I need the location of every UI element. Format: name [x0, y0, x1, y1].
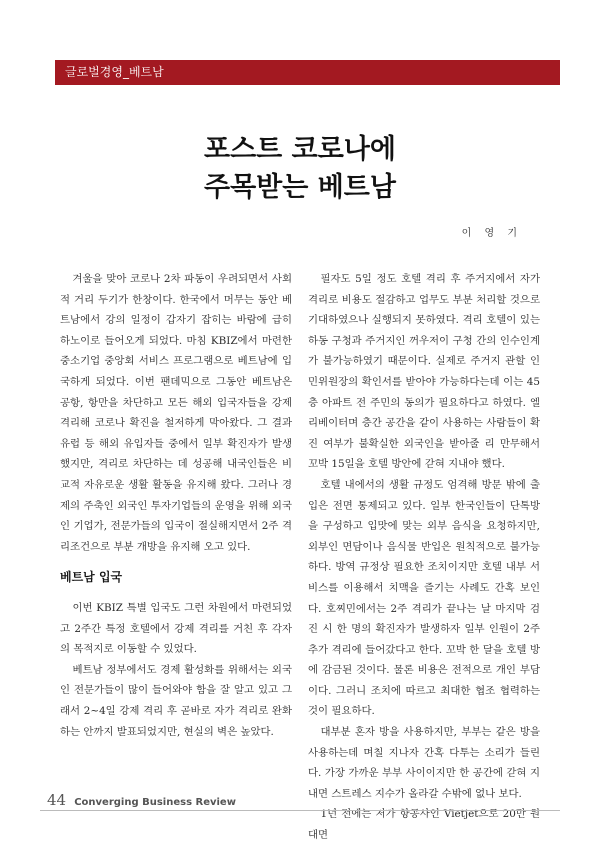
- left-column-intro: [60, 269, 292, 557]
- page-footer: [47, 790, 236, 809]
- intro-paragraph: 겨울을 맞아 코로나 2차 파동이 우려되면서 사회적 거리 두기가 한창이다. 한국에서 머무는 동안 베트남에서 강의 일정이 갑자기 잡히는 바람에 급히 하노이로 들어오게 되었다. 마침 KBIZ에서 마련한 중소기업 중앙회 서비스 프로그램으로 베트남에 입국하게 되었다. 이번 팬데믹으로 그동안 베트남은 공항, 항만을 차단하고 모든 해외 입국자들을 강제 격리해 코로나 확진을 철저하게 막아왔다. 그 결과 유럽 등 해외 유입자들 중에서 일부 확진자가 발생했지만, 격리로 차단하는 데 성공해 내국인들은 비교적 자유로운 생활 활동을 유지해 왔다. 그러나 경제의 주축인 외국인 투자기업들의 운영을 위해 외국인 기업가, 전문가들의 입국이 절실해지면서 2주 격리조건으로 부분 개방을 유지해 오고 있다.: [60, 273, 292, 553]
- article-title-line-1: 포스트 코로나에: [204, 134, 396, 165]
- article-title-line-2: 주목받는 베트남: [204, 172, 396, 203]
- right-paragraph-1: 필자도 5일 정도 호텔 격리 후 주거지에서 자가 격리로 비용도 절감하고 업무도 부분 처리할 것으로 기대하였으나 실행되지 못하였다. 격리 호텔이 있는 하동 구청과 주거지인 꺼우저이 구청 간의 인수인계가 불가능하였기 때문이다. 실제로 주거지 관할 인민위원장의 확인서를 받아야 가능하다는데 이는 45층 아파트 전 주민의 동의가 필요하다고 하였다. 엘리베이터며 층간 공간을 같이 사용하는 사람들이 확진 여부가 불확실한 외국인을 받아줄 리 만무해서 꼬박 15일을 호텔 방안에 갇혀 지내야 했다.: [308, 273, 540, 471]
- left-column-section: [60, 598, 292, 742]
- article-title: [0, 131, 600, 207]
- article-author: 이 영 기: [461, 228, 522, 239]
- section-header-bar: [55, 60, 560, 85]
- right-paragraph-2: 호텔 내에서의 생활 규정도 엄격해 방문 밖에 출입은 전면 통제되고 있다. 일부 한국인들이 단톡방을 구성하고 입맛에 맞는 외부 음식을 요청하지만, 외부인 면담이나 음식물 반입은 원칙적으로 불가능하다. 방역 규정상 필요한 조치이지만 호텔 내부 서비스를 이용해서 치맥을 즐기는 사례도 간혹 보인다. 호찌민에서는 2주 격리가 끝나는 날 마지막 검진 시 한 명의 확진자가 발생하자 일부 인원이 2주 추가 격리에 들어갔다고 한다. 꼬박 한 달을 호텔 방에 감금된 것이다. 물론 비용은 전적으로 개인 부담이다. 그러니 조치에 따르고 최대한 협조 협력하는 것이 필요하다.: [308, 478, 540, 718]
- section-heading: 베트남 입국: [60, 570, 123, 584]
- page-number: 44: [47, 791, 67, 809]
- section-paragraph-2: 베트남 정부에서도 경제 활성화를 위해서는 외국인 전문가들이 많이 들어와야 함을 잘 알고 있고 그래서 2~4일 강제 격리 후 곧바로 자가 격리로 완화하는 안까지 발표되었지만, 현실의 벽은 높았다.: [60, 663, 292, 738]
- footer-divider: [40, 810, 560, 811]
- section-paragraph-1: 이번 KBIZ 특별 입국도 그런 차원에서 마련되었고 2주간 특정 호텔에서 강제 격리를 거친 후 각자의 목적지로 이동할 수 있었다.: [60, 602, 292, 656]
- right-paragraph-4: 1년 전에는 저가 항공사인 Vietjet으로 20만 원대면: [308, 808, 540, 842]
- right-paragraph-3: 대부분 혼자 방을 사용하지만, 부부는 같은 방을 사용하는데 며칠 지나자 간혹 다투는 소리가 들린다. 가장 가까운 부부 사이이지만 한 공간에 갇혀 지내면 스트레스 지수가 올라갈 수밖에 없나 보다.: [308, 726, 540, 800]
- section-header-label: 글로벌경영_베트남: [65, 65, 164, 79]
- right-column: [308, 269, 540, 846]
- journal-name: Converging Business Review: [74, 797, 236, 808]
